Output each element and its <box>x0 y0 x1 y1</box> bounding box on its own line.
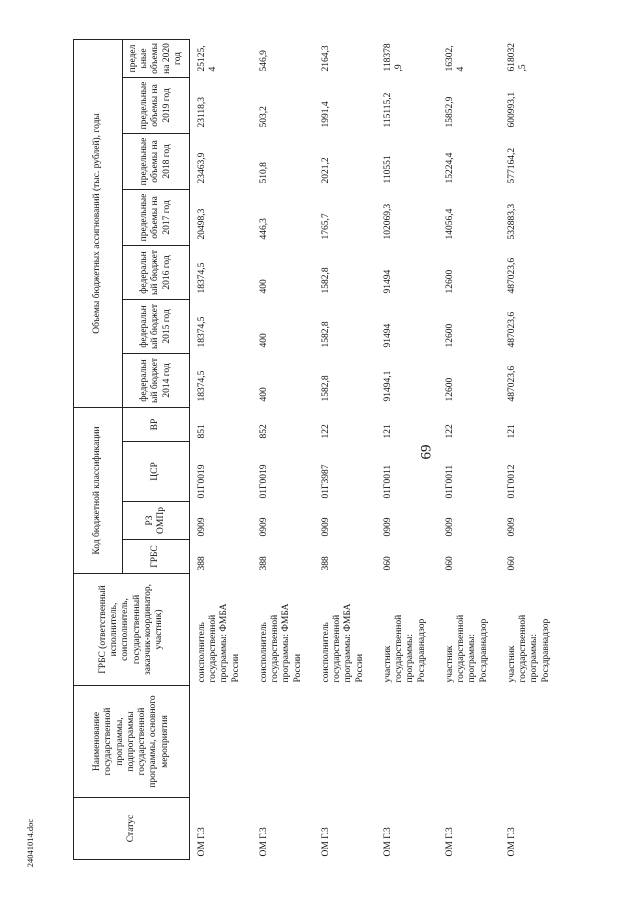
cell-2015: 400 <box>259 333 269 348</box>
header-2020: предельные объемы на 2020 год <box>123 39 190 77</box>
header-volumes: Объемы бюджетных ассигнований (тыс. рублей), годы <box>74 39 123 407</box>
cell-2016: 18374,5 <box>197 262 207 294</box>
cell-name <box>319 686 381 798</box>
cell-2017: 446,3 <box>259 218 269 240</box>
cell-status: ОМ Г.3 <box>507 827 517 857</box>
table-row <box>190 39 258 859</box>
table-row <box>257 39 319 859</box>
table-header <box>74 39 190 859</box>
cell-2020: 546,9 <box>259 50 269 72</box>
cell-vr: 121 <box>383 424 393 439</box>
cell-2017: 20498,3 <box>197 208 207 240</box>
cell-grbs-text: соисполнитель государственной программы: ФМБА России <box>321 603 365 683</box>
cell-2015: 487023,6 <box>507 311 517 348</box>
cell-csr: 01Г0019 <box>259 464 269 499</box>
table-row <box>319 39 381 859</box>
table-row <box>443 39 505 859</box>
cell-status: ОМ Г.3 <box>197 827 207 857</box>
cell-2017: 102069,3 <box>383 203 393 240</box>
header-name: Наименование государственной программы, подпрограммы государственной программы, основного мероприятия <box>74 686 190 798</box>
cell-2019: 600993,1 <box>507 91 517 128</box>
cell-2015: 91494 <box>383 323 393 348</box>
cell-vr: 121 <box>507 424 517 439</box>
header-csr: ЦСР <box>123 442 190 502</box>
cell-2018: 2021,2 <box>321 157 331 184</box>
cell-2019: 503,2 <box>259 106 269 128</box>
header-budget-code: Код бюджетной классификации <box>74 407 123 573</box>
cell-rz: 0909 <box>445 517 455 537</box>
cell-rz: 0909 <box>507 517 517 537</box>
cell-2018: 577164,2 <box>507 147 517 184</box>
cell-2017: 532883,3 <box>507 203 517 240</box>
cell-grbs-code: 388 <box>321 556 331 571</box>
cell-2018: 510,8 <box>259 162 269 184</box>
cell-2020: 16302,4 <box>445 45 467 72</box>
cell-grbs-code: 060 <box>383 556 393 571</box>
cell-grbs-code: 388 <box>197 556 207 571</box>
cell-name <box>381 686 443 798</box>
header-2019: предельные объемы на 2019 год <box>123 77 190 133</box>
header-vr: ВР <box>123 407 190 441</box>
cell-name <box>505 686 567 798</box>
cell-rz: 0909 <box>259 517 269 537</box>
cell-2014: 91494,1 <box>383 370 393 402</box>
header-2016: федеральный бюджет 2016 год <box>123 245 190 299</box>
cell-csr: 01Г0011 <box>383 464 393 499</box>
cell-2019: 115115,2 <box>383 92 393 128</box>
cell-2014: 400 <box>259 387 269 402</box>
cell-status: ОМ Г.3 <box>321 827 331 857</box>
cell-status: ОМ Г.3 <box>259 827 269 857</box>
cell-2015: 1582,8 <box>321 321 331 348</box>
cell-grbs-text: участник государственной программы: Росздравнадзор <box>507 614 551 683</box>
cell-vr: 852 <box>259 424 269 439</box>
header-2018: предельные объемы на 2018 год <box>123 133 190 189</box>
cell-grbs-text: участник государственной программы: Росздравнадзор <box>383 614 427 683</box>
cell-status: ОМ Г.3 <box>383 827 393 857</box>
cell-csr: 01Г0012 <box>507 464 517 499</box>
header-2014: федеральный бюджет 2014 год <box>123 353 190 407</box>
cell-grbs-text: соисполнитель государственной программы: ФМБА России <box>259 603 303 683</box>
cell-status: ОМ Г.3 <box>445 827 455 857</box>
header-2017: предельные объемы на 2017 год <box>123 189 190 245</box>
cell-2016: 487023,6 <box>507 257 517 294</box>
budget-table <box>73 39 567 860</box>
cell-2015: 12600 <box>445 323 455 348</box>
cell-2018: 23463,9 <box>197 152 207 184</box>
cell-2018: 110551 <box>383 155 393 184</box>
header-grbs: ГРБС (ответственный исполнитель, соисполнитель, государственный заказчик-координатор, участник) <box>74 574 190 686</box>
cell-2017: 14056,4 <box>445 208 455 240</box>
header-grbs-code: ГРБС <box>123 540 190 574</box>
cell-2016: 91494 <box>383 269 393 294</box>
cell-2016: 12600 <box>445 269 455 294</box>
cell-2015: 18374,5 <box>197 316 207 348</box>
cell-rz: 0909 <box>383 517 393 537</box>
cell-grbs-code: 060 <box>507 556 517 571</box>
table-row <box>505 39 567 859</box>
cell-2020: 618032,5 <box>507 42 529 72</box>
cell-name <box>257 686 319 798</box>
table-body <box>190 39 568 859</box>
rotated-table-container <box>73 40 618 860</box>
cell-2019: 23118,3 <box>197 96 207 128</box>
cell-csr: 01Г0019 <box>197 464 207 499</box>
table-row <box>381 39 443 859</box>
cell-2019: 1991,4 <box>321 101 331 128</box>
cell-vr: 122 <box>445 424 455 439</box>
page-number: 69 <box>418 444 435 460</box>
cell-2014: 18374,5 <box>197 370 207 402</box>
cell-2020: 2164,3 <box>321 45 331 72</box>
cell-2016: 400 <box>259 279 269 294</box>
cell-2019: 15852,9 <box>445 96 455 128</box>
cell-rz: 0909 <box>321 517 331 537</box>
cell-grbs-code: 060 <box>445 556 455 571</box>
cell-name <box>443 686 505 798</box>
cell-2020: 25125,4 <box>197 45 219 72</box>
cell-csr: 01Г0011 <box>445 464 455 499</box>
cell-2014: 487023,6 <box>507 365 517 402</box>
cell-rz: 0909 <box>197 517 207 537</box>
cell-vr: 851 <box>197 424 207 439</box>
cell-2014: 1582,8 <box>321 375 331 402</box>
cell-grbs-text: соисполнитель государственной программы: ФМБА России <box>197 603 241 683</box>
cell-grbs-text: участник государственной программы: Росздравнадзор <box>445 614 489 683</box>
cell-2016: 1582,8 <box>321 267 331 294</box>
cell-name <box>190 686 258 798</box>
cell-2014: 12600 <box>445 377 455 402</box>
header-status: Статус <box>74 798 190 860</box>
header-rz: РЗ ОМПр <box>123 502 190 540</box>
cell-2018: 15224,4 <box>445 152 455 184</box>
cell-csr: 01Г3987 <box>321 464 331 499</box>
cell-vr: 122 <box>321 424 331 439</box>
header-2015: федеральный бюджет 2015 год <box>123 299 190 353</box>
footer-filename: 24041014.doc <box>25 818 35 868</box>
cell-2017: 1765,7 <box>321 213 331 240</box>
cell-2020: 118378,9 <box>383 43 405 72</box>
cell-grbs-code: 388 <box>259 556 269 571</box>
